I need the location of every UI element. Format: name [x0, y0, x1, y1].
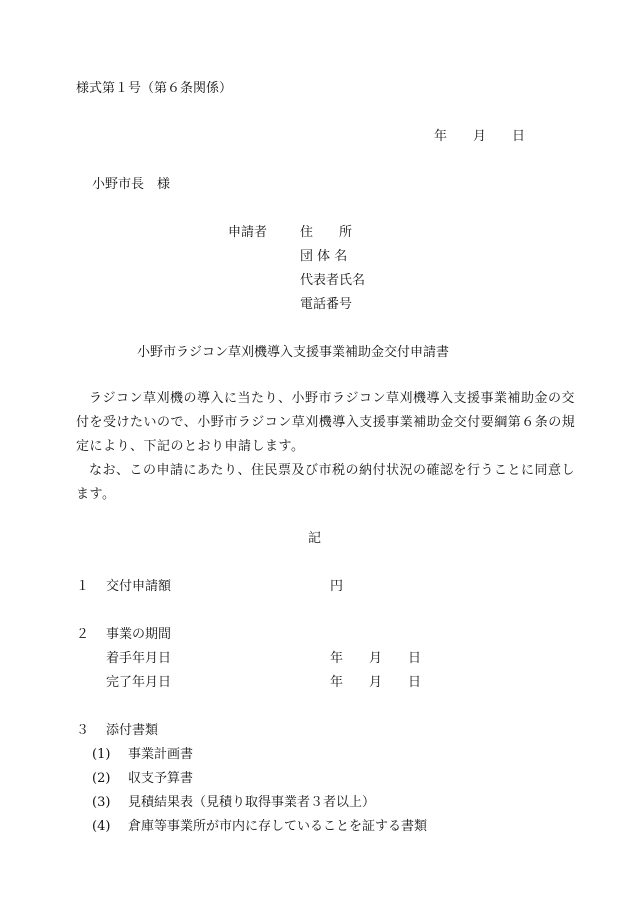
item2-end-date: 年 月 日 [330, 675, 422, 690]
attachment-2-number: (2) [92, 771, 111, 786]
body-paragraph-1: ラジコン草刈機の導入に当たり、小野市ラジコン草刈機導入支援事業補助金の交付を受けたいので、小野市ラジコン草刈機導入支援事業補助金交付要綱第６条の規定により、下記のとおり申請します。 [76, 391, 576, 454]
item2-number: ２ [76, 627, 90, 642]
item1-number: １ [76, 579, 90, 594]
applicant-phone-label: 電話番号 [300, 297, 353, 312]
attachment-3-number: (3) [92, 795, 111, 810]
item3-label: 添付書類 [106, 723, 159, 738]
applicant-label: 申請者 [228, 225, 268, 240]
item1-unit: 円 [330, 579, 344, 594]
item2-start-date: 年 月 日 [330, 651, 422, 666]
attachment-1-number: (1) [92, 747, 111, 762]
applicant-representative-label: 代表者氏名 [300, 273, 366, 288]
applicant-group-name-label: 団 体 名 [300, 249, 348, 264]
item2-start-label: 着手年月日 [106, 651, 172, 666]
ki-heading: 記 [308, 531, 322, 546]
attachment-4-number: (4) [92, 819, 111, 834]
document-title: 小野市ラジコン草刈機導入支援事業補助金交付申請書 [137, 345, 450, 360]
body-paragraph-2: なお、この申請にあたり、住民票及び市税の納付状況の確認を行うことに同意します。 [76, 463, 576, 502]
attachment-4-text: 倉庫等事業所が市内に存していることを証する書類 [128, 819, 428, 834]
attachment-3-text: 見積結果表（見積り取得事業者３者以上） [128, 795, 376, 810]
applicant-address-label: 住 所 [300, 225, 353, 240]
form-header: 様式第１号（第６条関係） [76, 81, 233, 96]
item2-label: 事業の期間 [106, 627, 172, 642]
item2-end-label: 完了年月日 [106, 675, 172, 690]
addressee: 小野市長 様 [92, 177, 171, 192]
date-line: 年 月 日 [434, 129, 526, 144]
attachment-1-text: 事業計画書 [128, 747, 194, 762]
item1-label: 交付申請額 [106, 579, 172, 594]
attachment-2-text: 収支予算書 [128, 771, 194, 786]
item3-number: ３ [76, 723, 90, 738]
body-text [76, 387, 582, 507]
